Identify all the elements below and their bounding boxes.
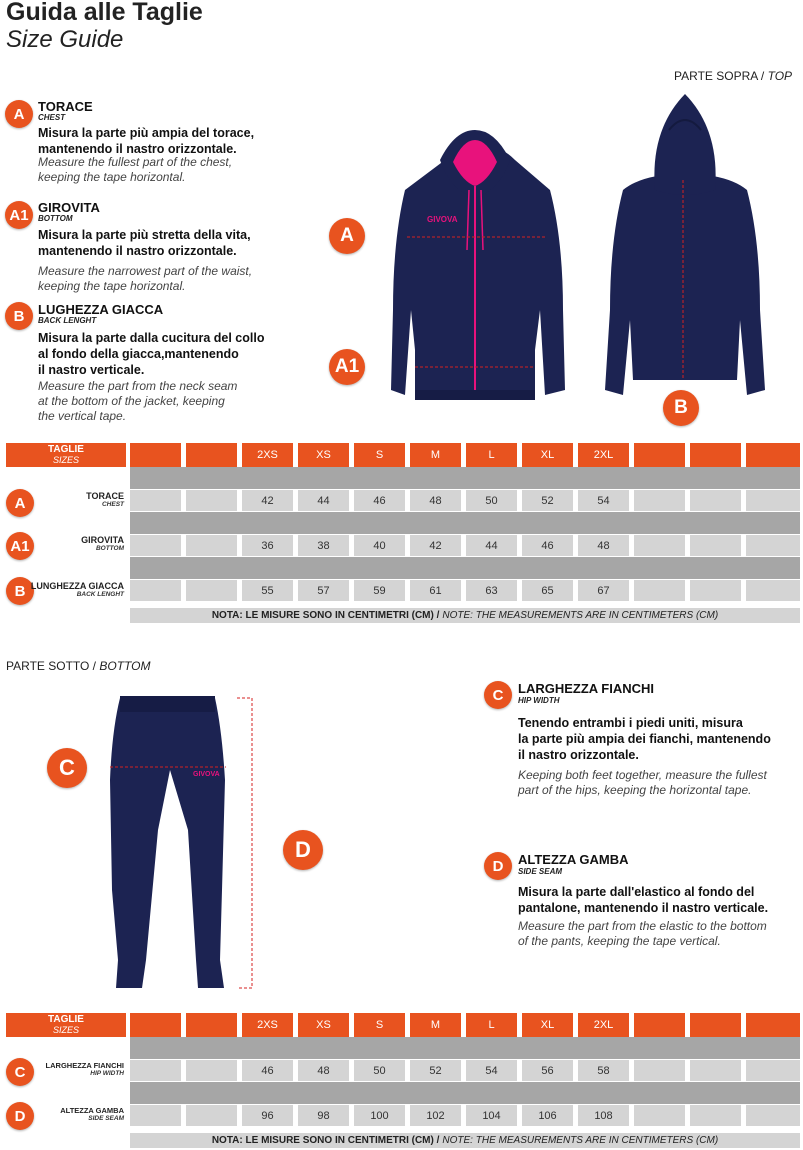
table-header-size: XS (298, 443, 349, 467)
table-cell: 48 (578, 535, 629, 556)
table-header-size: S (354, 443, 405, 467)
table-header-blank (746, 443, 800, 467)
table-header-blank (746, 1013, 800, 1037)
table-header-size: 2XS (242, 443, 293, 467)
table-cell: 46 (354, 490, 405, 511)
badge-a: A (5, 100, 33, 128)
table-header-blank (130, 1013, 181, 1037)
table-cell: 104 (466, 1105, 517, 1126)
row-badge-a1: A1 (6, 532, 34, 560)
table-header-blank (130, 443, 181, 467)
row-label-waist: GIROVITA BOTTOM (81, 535, 124, 552)
table-cell: 67 (578, 580, 629, 601)
row-spacer (130, 1082, 800, 1104)
table-cell: 98 (298, 1105, 349, 1126)
jacket-illustration (385, 90, 803, 430)
row-badge-a: A (6, 489, 34, 517)
table-cell (130, 490, 181, 511)
measure-subtitle-waist: BOTTOM (38, 214, 73, 223)
row-spacer (130, 557, 800, 579)
table-cell: 52 (522, 490, 573, 511)
table-cell: 106 (522, 1105, 573, 1126)
table-header-blank (186, 443, 237, 467)
table-note-bottom: NOTA: LE MISURE SONO IN CENTIMETRI (CM) / NOTE: THE MEASUREMENTS ARE IN CENTIMETERS (CM) (130, 1133, 800, 1148)
measure-text-it-side-seam: Misura la parte dall'elastico al fondo del pantalone, mantenendo il nastro verticale. (518, 885, 769, 915)
measure-text-it-hip: Tenendo entrambi i piedi uniti, misura la parte più ampia dei fianchi, mantenendo il nastro orizzontale. (518, 716, 771, 762)
table-cell (690, 580, 741, 601)
table-cell (130, 1060, 181, 1081)
measure-text-en-hip: Keeping both feet together, measure the fullest part of the hips, keeping the horizontal tape. (518, 768, 767, 797)
side-seam-guide-line (237, 698, 252, 988)
measure-text-en-side-seam: Measure the part from the elastic to the bottom of the pants, keeping the tape vertical. (518, 919, 767, 948)
table-cell: 40 (354, 535, 405, 556)
table-header-size: S (354, 1013, 405, 1037)
table-header-size: XL (522, 1013, 573, 1037)
table-cell: 38 (298, 535, 349, 556)
table-cell: 42 (410, 535, 461, 556)
measure-title-back-length: LUGHEZZA GIACCA (38, 302, 164, 317)
table-cell (130, 1105, 181, 1126)
row-badge-c: C (6, 1058, 34, 1086)
pants-image (110, 696, 252, 988)
badge-c: C (484, 681, 512, 709)
measure-text-en-chest: Measure the fullest part of the chest, keeping the tape horizontal. (38, 155, 233, 184)
table-header-blank (634, 1013, 685, 1037)
table-cell: 48 (410, 490, 461, 511)
table-cell: 59 (354, 580, 405, 601)
table-cell (634, 1105, 685, 1126)
badge-b: B (5, 302, 33, 330)
row-spacer (130, 467, 800, 489)
table-header-size: L (466, 1013, 517, 1037)
measure-text-en-waist: Measure the narrowest part of the waist, keeping the tape horizontal. (38, 264, 253, 293)
page-title: Guida alle Taglie (6, 0, 203, 26)
row-badge-d: D (6, 1102, 34, 1130)
table-cell (186, 535, 237, 556)
table-header-blank (690, 443, 741, 467)
measure-text-it-chest: Misura la parte più ampia del torace, mantenendo il nastro orizzontale. (38, 126, 255, 156)
table-cell: 50 (354, 1060, 405, 1081)
table-cell: 57 (298, 580, 349, 601)
table-cell (186, 490, 237, 511)
table-cell: 46 (242, 1060, 293, 1081)
table-header-size: 2XL (578, 443, 629, 467)
table-cell: 58 (578, 1060, 629, 1081)
table-cell (746, 1060, 800, 1081)
table-cell: 44 (298, 490, 349, 511)
jacket-back-image (605, 94, 765, 395)
table-cell (746, 535, 800, 556)
table-cell (690, 1060, 741, 1081)
pants-badge-d: D (283, 830, 323, 870)
table-cell: 102 (410, 1105, 461, 1126)
pants-badge-c: C (47, 748, 87, 788)
bottom-section-label: PARTE SOTTO / BOTTOM (6, 659, 151, 673)
table-cell (186, 1060, 237, 1081)
row-badge-b: B (6, 577, 34, 605)
row-spacer (130, 512, 800, 534)
row-label-hip: LARGHEZZA FIANCHI HIP WIDTH (45, 1061, 124, 1077)
row-spacer (130, 1037, 800, 1059)
table-header-size: XL (522, 443, 573, 467)
table-header-size: XS (298, 1013, 349, 1037)
measure-title-chest: TORACE (38, 99, 93, 114)
table-header-size: L (466, 443, 517, 467)
table-cell: 55 (242, 580, 293, 601)
row-label-chest: TORACE CHEST (86, 491, 124, 508)
table-cell: 50 (466, 490, 517, 511)
table-cell (186, 1105, 237, 1126)
jacket-badge-a: A (329, 218, 365, 254)
table-cell (690, 535, 741, 556)
table-header-size: 2XS (242, 1013, 293, 1037)
table-cell: 100 (354, 1105, 405, 1126)
table-cell: 44 (466, 535, 517, 556)
table-cell: 65 (522, 580, 573, 601)
table-cell (130, 580, 181, 601)
measure-subtitle-chest: CHEST (38, 113, 66, 122)
table-cell: 96 (242, 1105, 293, 1126)
table-header-sizes: TAGLIE SIZES (6, 1013, 126, 1037)
measure-subtitle-back-length: BACK LENGHT (38, 316, 97, 325)
row-label-side-seam: ALTEZZA GAMBA SIDE SEAM (60, 1106, 124, 1122)
table-cell (746, 580, 800, 601)
measure-subtitle-hip: HIP WIDTH (518, 696, 560, 705)
table-cell: 56 (522, 1060, 573, 1081)
table-cell (746, 1105, 800, 1126)
table-cell: 48 (298, 1060, 349, 1081)
measure-title-hip: LARGHEZZA FIANCHI (518, 681, 655, 696)
table-note-top: NOTA: LE MISURE SONO IN CENTIMETRI (CM) / NOTE: THE MEASUREMENTS ARE IN CENTIMETERS (CM) (130, 608, 800, 623)
top-section-label: PARTE SOPRA / TOP (674, 69, 793, 83)
table-cell (634, 1060, 685, 1081)
jacket-badge-a1: A1 (329, 349, 365, 385)
pants-illustration (100, 690, 260, 995)
jacket-brand-text: GIVOVA (427, 215, 458, 224)
table-cell: 46 (522, 535, 573, 556)
table-header-blank (186, 1013, 237, 1037)
jacket-badge-b: B (663, 390, 699, 426)
measure-subtitle-side-seam: SIDE SEAM (518, 867, 563, 876)
measure-text-en-back-length: Measure the part from the neck seam at the bottom of the jacket, keeping the vertical tape. (38, 379, 238, 423)
table-cell (634, 580, 685, 601)
table-cell (634, 535, 685, 556)
table-cell: 54 (578, 490, 629, 511)
table-header-size: M (410, 1013, 461, 1037)
table-cell: 52 (410, 1060, 461, 1081)
table-cell (186, 580, 237, 601)
table-cell (634, 490, 685, 511)
table-cell: 42 (242, 490, 293, 511)
table-header-size: 2XL (578, 1013, 629, 1037)
measure-title-side-seam: ALTEZZA GAMBA (518, 852, 629, 867)
measure-title-waist: GIROVITA (38, 200, 100, 215)
measure-text-it-back-length: Misura la parte dalla cucitura del collo al fondo della giacca,mantenendo il nastro verticale. (38, 331, 265, 377)
badge-d: D (484, 852, 512, 880)
table-cell: 36 (242, 535, 293, 556)
pants-brand-text: GIVOVA (193, 771, 220, 778)
table-header-size: M (410, 443, 461, 467)
table-cell: 54 (466, 1060, 517, 1081)
table-cell (746, 490, 800, 511)
row-label-back-length: LUNGHEZZA GIACCA BACK LENGHT (30, 581, 124, 598)
table-header-blank (634, 443, 685, 467)
table-header-sizes: TAGLIE SIZES (6, 443, 126, 467)
table-cell (130, 535, 181, 556)
table-cell: 63 (466, 580, 517, 601)
table-cell (690, 490, 741, 511)
table-cell (690, 1105, 741, 1126)
badge-a1: A1 (5, 201, 33, 229)
page-subtitle: Size Guide (6, 26, 124, 53)
table-cell: 108 (578, 1105, 629, 1126)
measure-text-it-waist: Misura la parte più stretta della vita, mantenendo il nastro orizzontale. (38, 228, 251, 258)
table-header-blank (690, 1013, 741, 1037)
jacket-front-image (391, 130, 565, 400)
table-cell: 61 (410, 580, 461, 601)
